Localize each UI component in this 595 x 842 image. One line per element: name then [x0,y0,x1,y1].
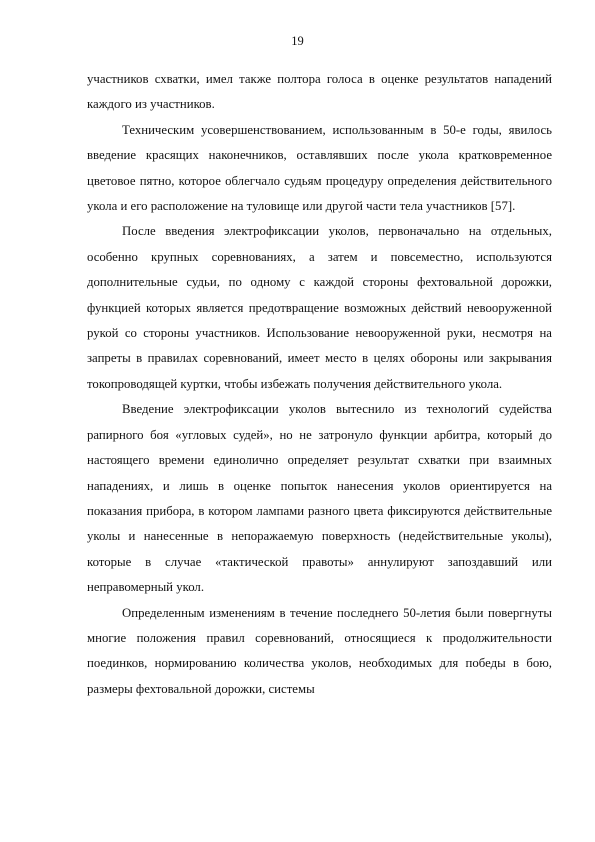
paragraph-3: После введения электрофиксации уколов, первоначально на отдельных, особенно крупных соревнованиях, а затем и повсеместно, используются дополнительные судьи, по одному с каждой стороны фехтовальной дорожки, функцией которых является предотвращение возможных действий невооруженной рукой со стороны участников. Использование невооруженной руки, несмотря на запреты в правилах соревнований, имеет место в целях обороны или закрывания токопроводящей куртки, чтобы избежать получения действительного укола. [87,224,552,391]
page-number: 19 [291,34,304,48]
paragraph-2: Техническим усовершенствованием, использованным в 50-е годы, явилось введение красящих наконечников, оставлявших после укола кратковременное цветовое пятно, которое облегчало судьям процедуру определения действительного укола и его расположение на туловище или другой части тела участников [57]. [87,122,552,214]
paragraph-1: участников схватки, имел также полтора голоса в оценке результатов нападений каждого из участников. [87,72,552,112]
document-body [87,67,552,702]
paragraph-5: Определенным изменениям в течение последнего 50-летия были повергнуты многие положения правил соревнований, относящиеся к продолжительности поединков, нормированию количества уколов, необходимых для победы в бою, размеры фехтовальной дорожки, системы [87,605,552,696]
paragraph-4: Введение электрофиксации уколов вытеснило из технологий судейства рапирного боя «угловых судей», но не затронуло функции арбитра, который до настоящего времени единолично определяет результат схватки при взаимных нападениях, и лишь в оценке попыток нанесения уколов ориентируется на показания прибора, в котором лампами разного цвета фиксируются действительные уколы и нанесенные в непоражаемую поверхность (недействительные уколы), которые в случае «тактической правоты» аннулируют запоздавший или неправомерный укол. [87,402,552,595]
